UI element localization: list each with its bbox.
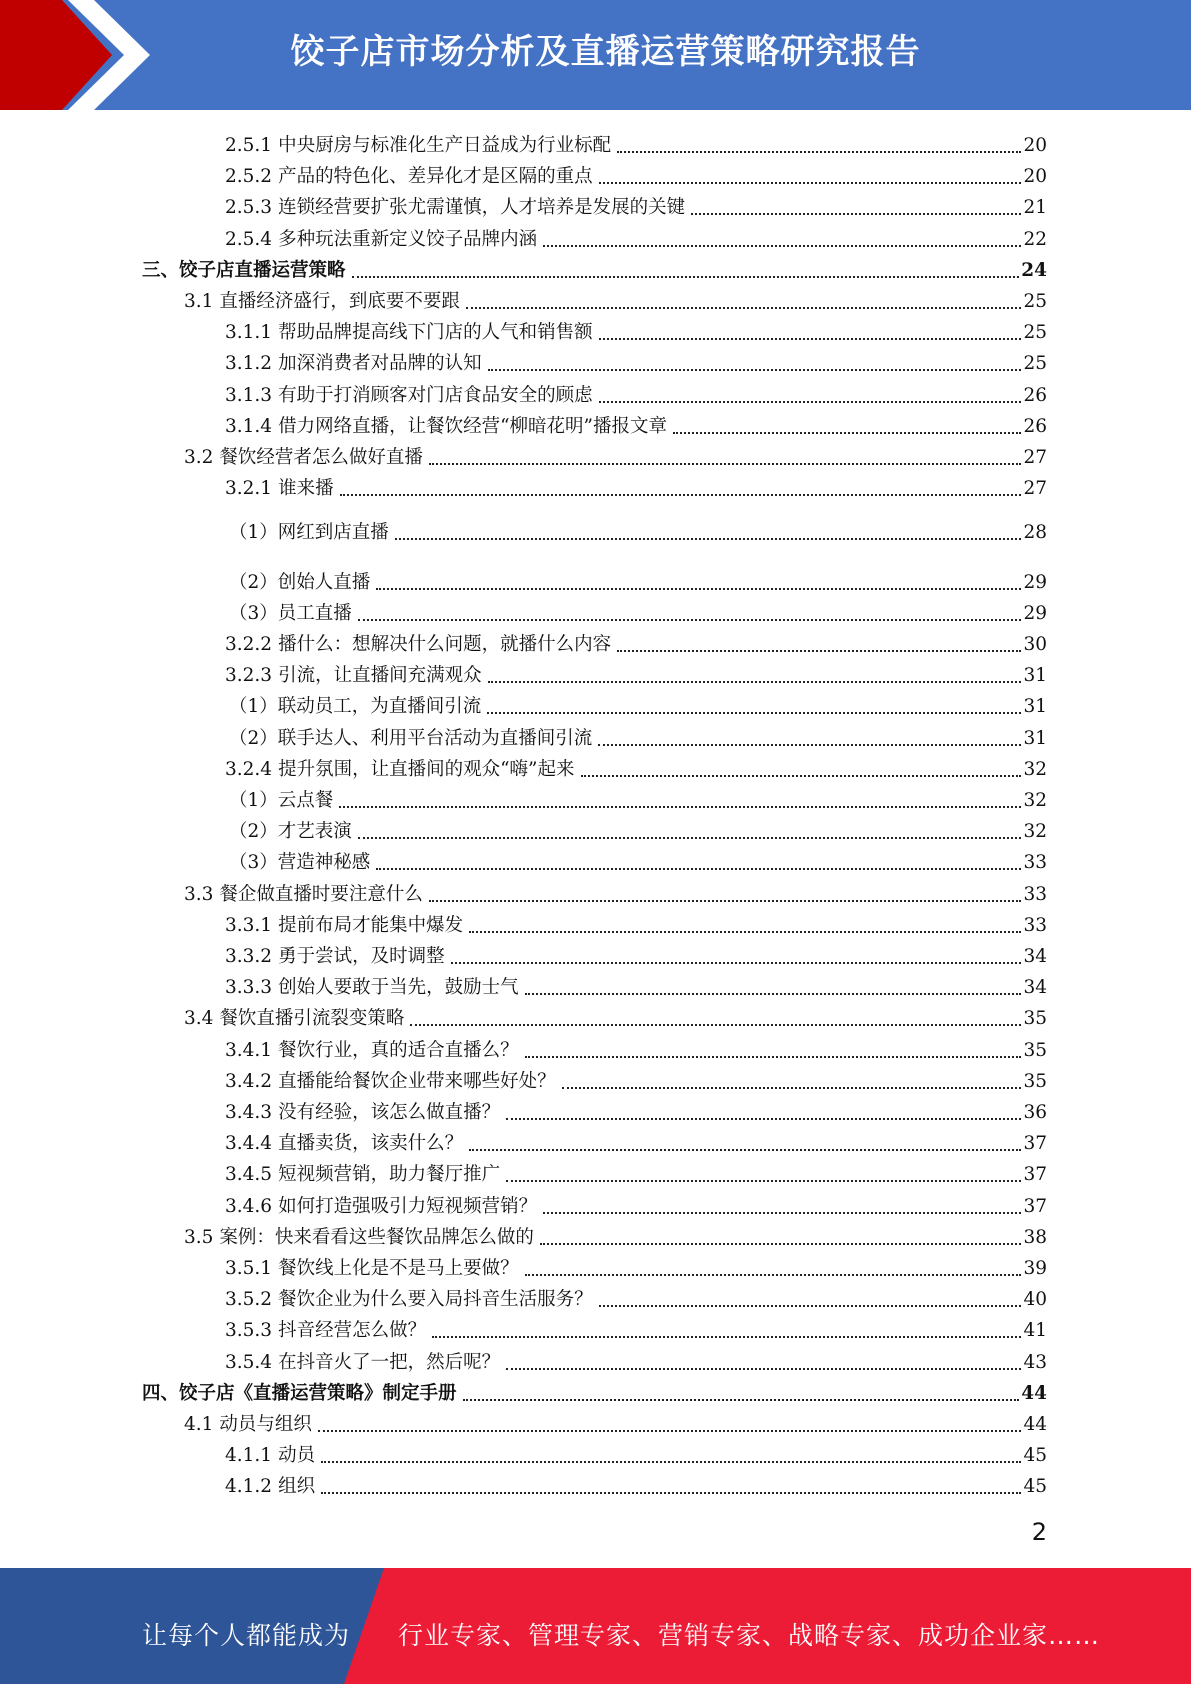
toc-entry-page: 35 bbox=[1023, 1008, 1047, 1030]
toc-entry-number: 3.4.4 bbox=[225, 1133, 273, 1155]
toc-dot-leader bbox=[506, 1180, 1021, 1182]
toc-entry-number: 4.1 bbox=[184, 1414, 214, 1435]
toc-dot-leader bbox=[469, 1149, 1021, 1151]
toc-entry[interactable] bbox=[225, 751, 1047, 782]
toc-entry-title: 帮助品牌提高线下门店的人气和销售额 bbox=[278, 322, 593, 344]
toc-entry-title: 有助于打消顾客对门店食品安全的顾虑 bbox=[278, 384, 593, 406]
toc-dot-leader bbox=[562, 1087, 1022, 1089]
toc-entry-title: 饺子店直播运营策略 bbox=[179, 259, 346, 281]
toc-entry[interactable] bbox=[225, 127, 1047, 158]
toc-entry-page: 45 bbox=[1023, 1445, 1047, 1467]
toc-dot-leader bbox=[376, 588, 1021, 590]
toc-entry-title: 餐饮企业为什么要入局抖音生活服务？ bbox=[278, 1289, 593, 1311]
toc-entry-page: 25 bbox=[1023, 291, 1047, 312]
toc-entry[interactable] bbox=[229, 564, 1047, 595]
toc-entry-title: 播什么：想解决什么问题，就播什么内容 bbox=[278, 634, 612, 655]
toc-entry-number: （3） bbox=[229, 602, 278, 624]
toc-entry-title: 勇于尝试，及时调整 bbox=[278, 946, 445, 967]
toc-dot-leader bbox=[617, 151, 1021, 153]
toc-entry-page: 39 bbox=[1023, 1258, 1047, 1279]
toc-entry-title: 饺子店《直播运营策略》制定手册 bbox=[179, 1382, 457, 1404]
toc-entry[interactable] bbox=[225, 907, 1047, 938]
toc-entry-title: 营造神秘感 bbox=[277, 852, 371, 874]
toc-entry[interactable] bbox=[184, 439, 1047, 470]
toc-dot-leader bbox=[469, 931, 1021, 933]
toc-entry-number: 3.5.1 bbox=[225, 1258, 273, 1279]
toc-entry-page: 34 bbox=[1023, 977, 1047, 999]
toc-dot-leader bbox=[340, 494, 1022, 496]
toc-dot-leader bbox=[451, 962, 1022, 964]
toc-entry-title: 动员 bbox=[278, 1445, 316, 1467]
toc-entry[interactable] bbox=[225, 1188, 1047, 1219]
toc-dot-leader bbox=[543, 245, 1021, 247]
toc-entry-number: 4.1.1 bbox=[225, 1445, 273, 1467]
toc-entry-number: 3.4.5 bbox=[225, 1164, 273, 1186]
toc-entry-page: 33 bbox=[1023, 914, 1047, 936]
toc-dot-leader bbox=[506, 1118, 1021, 1120]
toc-dot-leader bbox=[540, 1243, 1022, 1245]
toc-entry-page: 33 bbox=[1023, 883, 1047, 905]
toc-entry-title: 短视频营销，助力餐厅推广 bbox=[278, 1164, 501, 1186]
toc-entry-number: 2.5.3 bbox=[225, 197, 273, 219]
toc-entry[interactable] bbox=[225, 470, 1047, 501]
toc-dot-leader bbox=[410, 1024, 1021, 1026]
toc-entry-page: 37 bbox=[1023, 1195, 1047, 1217]
toc-entry-number: 3.2.4 bbox=[225, 758, 273, 780]
toc-entry-number: 3.1.1 bbox=[225, 322, 273, 344]
toc-entry-page: 20 bbox=[1023, 135, 1047, 156]
toc-dot-leader bbox=[466, 307, 1022, 309]
toc-entry-title: 直播卖货，该卖什么？ bbox=[278, 1133, 464, 1155]
toc-entry-page: 36 bbox=[1023, 1102, 1047, 1123]
toc-entry[interactable] bbox=[142, 252, 1047, 283]
toc-dot-leader bbox=[673, 432, 1021, 434]
toc-entry-title: 加深消费者对品牌的认知 bbox=[278, 353, 482, 375]
toc-entry-title: 餐饮行业，真的适合直播么？ bbox=[278, 1039, 519, 1061]
toc-dot-leader bbox=[318, 1430, 1022, 1432]
toc-entry-number: 3.5.2 bbox=[225, 1289, 273, 1311]
toc-entry[interactable] bbox=[225, 657, 1047, 688]
toc-entry[interactable] bbox=[225, 1094, 1047, 1125]
toc-entry[interactable] bbox=[229, 844, 1047, 875]
toc-entry[interactable] bbox=[225, 1156, 1047, 1187]
toc-dot-leader bbox=[598, 744, 1021, 746]
toc-entry-title: 动员与组织 bbox=[219, 1414, 312, 1435]
toc-entry-title: 如何打造强吸引力短视频营销？ bbox=[278, 1195, 538, 1217]
toc-entry-title: 在抖音火了一把，然后呢？ bbox=[278, 1351, 501, 1373]
toc-entry-title: 提前布局才能集中爆发 bbox=[278, 914, 464, 936]
toc-entry[interactable] bbox=[225, 408, 1047, 439]
toc-entry-number: 3.4 bbox=[184, 1008, 214, 1030]
toc-entry[interactable] bbox=[225, 314, 1047, 345]
toc-dot-leader bbox=[488, 681, 1022, 683]
toc-entry-page: 24 bbox=[1021, 259, 1047, 281]
toc-entry-page: 43 bbox=[1023, 1351, 1047, 1373]
toc-entry-page: 33 bbox=[1023, 852, 1047, 874]
toc-entry-number: 四、 bbox=[142, 1382, 180, 1404]
toc-entry[interactable] bbox=[225, 626, 1047, 657]
toc-dot-leader bbox=[581, 775, 1022, 777]
toc-entry-number: 三、 bbox=[142, 259, 180, 281]
toc-dot-leader bbox=[321, 1461, 1021, 1463]
toc-entry-number: 3.1.4 bbox=[225, 415, 273, 437]
toc-entry[interactable] bbox=[229, 813, 1047, 844]
toc-entry-page: 27 bbox=[1023, 447, 1047, 468]
toc-entry-page: 32 bbox=[1023, 821, 1047, 843]
toc-entry[interactable] bbox=[184, 283, 1047, 314]
toc-entry-page: 35 bbox=[1023, 1039, 1047, 1061]
toc-entry-number: 3.5.3 bbox=[225, 1320, 273, 1342]
toc-entry-page: 34 bbox=[1023, 946, 1047, 967]
toc-entry-page: 32 bbox=[1023, 790, 1047, 811]
toc-dot-leader bbox=[525, 1056, 1022, 1058]
toc-entry-page: 37 bbox=[1023, 1133, 1047, 1155]
toc-entry-title: 创始人要敢于当先，鼓励士气 bbox=[278, 977, 519, 999]
toc-entry-title: 网红到店直播 bbox=[277, 522, 389, 544]
toc-entry-number: 3.4.2 bbox=[225, 1070, 273, 1092]
toc-entry-title: 餐饮直播引流裂变策略 bbox=[219, 1008, 405, 1030]
toc-dot-leader bbox=[525, 1274, 1022, 1276]
toc-entry-title: 谁来播 bbox=[278, 478, 334, 500]
toc-entry[interactable] bbox=[225, 1437, 1047, 1468]
document-title: 饺子店市场分析及直播运营策略研究报告 bbox=[290, 32, 921, 72]
toc-entry-title: 组织 bbox=[278, 1476, 316, 1498]
toc-dot-leader bbox=[599, 338, 1022, 340]
toc-entry-number: （2） bbox=[229, 821, 278, 843]
toc-entry[interactable] bbox=[225, 1125, 1047, 1156]
toc-dot-leader bbox=[432, 1336, 1021, 1338]
toc-entry[interactable] bbox=[225, 1312, 1047, 1343]
toc-entry-title: 直播经济盛行，到底要不要跟 bbox=[219, 291, 460, 312]
toc-entry[interactable] bbox=[225, 938, 1047, 969]
toc-entry-title: 产品的特色化、差异化才是区隔的重点 bbox=[278, 166, 593, 188]
toc-entry-number: 3.4.1 bbox=[225, 1039, 273, 1061]
toc-entry-page: 29 bbox=[1023, 571, 1047, 593]
toc-entry-number: （1） bbox=[229, 522, 278, 544]
toc-entry-number: 3.2.3 bbox=[225, 665, 273, 687]
toc-entry-page: 38 bbox=[1023, 1226, 1047, 1248]
toc-entry-number: 2.5.2 bbox=[225, 166, 273, 188]
toc-entry[interactable] bbox=[225, 1344, 1047, 1375]
toc-entry[interactable] bbox=[229, 595, 1047, 626]
toc-entry-page: 41 bbox=[1023, 1320, 1047, 1342]
toc-entry-title: 餐饮线上化是不是马上要做？ bbox=[278, 1258, 519, 1279]
toc-entry-page: 29 bbox=[1023, 602, 1047, 624]
toc-entry[interactable] bbox=[229, 514, 1047, 545]
toc-dot-leader bbox=[376, 868, 1021, 870]
toc-entry-page: 31 bbox=[1023, 696, 1047, 718]
toc-entry-page: 21 bbox=[1023, 197, 1047, 219]
toc-dot-leader bbox=[488, 369, 1022, 371]
toc-entry-title: 中央厨房与标准化生产日益成为行业标配 bbox=[278, 135, 612, 156]
toc-entry-title: 餐企做直播时要注意什么 bbox=[219, 883, 423, 905]
toc-entry[interactable] bbox=[225, 158, 1047, 189]
toc-dot-leader bbox=[506, 1368, 1021, 1370]
toc-entry-number: 3.3.1 bbox=[225, 914, 273, 936]
page-number: 2 bbox=[1031, 1518, 1047, 1546]
toc-entry[interactable] bbox=[225, 1250, 1047, 1281]
toc-entry[interactable] bbox=[225, 189, 1047, 220]
toc-entry-page: 26 bbox=[1023, 384, 1047, 406]
toc-entry-number: 3.1.3 bbox=[225, 384, 273, 406]
toc-entry-title: 多种玩法重新定义饺子品牌内涵 bbox=[278, 228, 538, 250]
toc-entry[interactable] bbox=[225, 377, 1047, 408]
toc-entry-page: 22 bbox=[1023, 228, 1047, 250]
toc-entry-title: 提升氛围，让直播间的观众“嗨”起来 bbox=[278, 758, 575, 780]
toc-entry-number: 3.3.2 bbox=[225, 946, 273, 967]
page-header bbox=[0, 0, 1191, 110]
toc-entry-title: 抖音经营怎么做？ bbox=[278, 1320, 427, 1342]
toc-entry-number: 3.2 bbox=[184, 447, 214, 468]
toc-dot-leader bbox=[599, 401, 1022, 403]
toc-entry[interactable] bbox=[142, 1375, 1047, 1406]
toc-entry-page: 37 bbox=[1023, 1164, 1047, 1186]
toc-entry-page: 35 bbox=[1023, 1070, 1047, 1092]
toc-entry-title: 餐饮经营者怎么做好直播 bbox=[219, 447, 423, 468]
toc-entry-page: 25 bbox=[1023, 322, 1047, 344]
toc-entry-title: 案例：快来看看这些餐饮品牌怎么做的 bbox=[219, 1226, 534, 1248]
toc-entry[interactable] bbox=[229, 688, 1047, 719]
toc-dot-leader bbox=[691, 213, 1021, 215]
toc-entry-number: 3.2.2 bbox=[225, 634, 273, 655]
toc-entry-number: 3.5 bbox=[184, 1226, 214, 1248]
toc-entry[interactable] bbox=[225, 969, 1047, 1000]
toc-entry-title: 借力网络直播，让餐饮经营“柳暗花明”播报文章 bbox=[278, 415, 667, 437]
toc-entry[interactable] bbox=[184, 1219, 1047, 1250]
toc-entry[interactable] bbox=[225, 1063, 1047, 1094]
toc-entry-page: 26 bbox=[1023, 415, 1047, 437]
toc-entry-title: 员工直播 bbox=[277, 602, 352, 624]
toc-dot-leader bbox=[487, 712, 1021, 714]
toc-entry-page: 32 bbox=[1023, 758, 1047, 780]
toc-entry-page: 31 bbox=[1023, 665, 1047, 687]
toc-entry-number: （3） bbox=[229, 852, 278, 874]
toc-entry-number: 3.4.3 bbox=[225, 1102, 273, 1123]
toc-entry-page: 30 bbox=[1023, 634, 1047, 655]
toc-dot-leader bbox=[525, 993, 1022, 995]
toc-entry[interactable] bbox=[229, 782, 1047, 813]
toc-entry[interactable] bbox=[184, 1406, 1047, 1437]
toc-entry-page: 44 bbox=[1021, 1382, 1047, 1404]
toc-entry-page: 44 bbox=[1023, 1414, 1047, 1435]
toc-entry[interactable] bbox=[184, 1000, 1047, 1031]
toc-entry-title: 云点餐 bbox=[277, 790, 334, 811]
toc-entry-number: 2.5.4 bbox=[225, 228, 273, 250]
toc-entry-number: 3.4.6 bbox=[225, 1195, 273, 1217]
toc-dot-leader bbox=[352, 276, 1020, 278]
footer-slogan-left: 让每个人都能成为 bbox=[142, 1621, 351, 1650]
toc-entry-number: （2） bbox=[229, 727, 278, 749]
toc-entry-title: 创始人直播 bbox=[277, 571, 371, 593]
toc-entry-title: 连锁经营要扩张尤需谨慎，人才培养是发展的关键 bbox=[278, 197, 686, 219]
toc-entry-number: （1） bbox=[229, 696, 278, 718]
toc-entry-title: 联动员工，为直播间引流 bbox=[277, 696, 482, 718]
toc-dot-leader bbox=[429, 463, 1022, 465]
toc-dot-leader bbox=[429, 900, 1022, 902]
toc-entry-number: 3.1 bbox=[184, 291, 214, 312]
toc-entry[interactable] bbox=[225, 1032, 1047, 1063]
toc-entry-title: 引流，让直播间充满观众 bbox=[278, 665, 482, 687]
toc-entry[interactable] bbox=[225, 345, 1047, 376]
toc-entry-number: 4.1.2 bbox=[225, 1476, 273, 1498]
toc-dot-leader bbox=[599, 182, 1022, 184]
footer-slogan-right: 行业专家、管理专家、营销专家、战略专家、成功企业家…… bbox=[398, 1621, 1101, 1650]
toc-dot-leader bbox=[395, 538, 1022, 540]
toc-dot-leader bbox=[358, 837, 1022, 839]
toc-entry-page: 31 bbox=[1023, 727, 1047, 749]
toc-entry[interactable] bbox=[229, 720, 1047, 751]
toc-entry[interactable] bbox=[225, 1468, 1047, 1499]
toc-entry-number: 3.5.4 bbox=[225, 1351, 273, 1373]
toc-entry-number: （2） bbox=[229, 571, 278, 593]
toc-entry[interactable] bbox=[225, 1281, 1047, 1312]
toc-entry-page: 25 bbox=[1023, 353, 1047, 375]
toc-entry-page: 27 bbox=[1023, 478, 1047, 500]
toc-dot-leader bbox=[543, 1212, 1021, 1214]
toc-entry-number: 3.3.3 bbox=[225, 977, 273, 999]
toc-entry-page: 40 bbox=[1023, 1289, 1047, 1311]
toc-entry-number: 3.1.2 bbox=[225, 353, 273, 375]
toc-dot-leader bbox=[617, 650, 1021, 652]
toc-entry-title: 没有经验，该怎么做直播？ bbox=[278, 1102, 501, 1123]
toc-entry-title: 直播能给餐饮企业带来哪些好处？ bbox=[278, 1070, 556, 1092]
toc-entry-number: 3.2.1 bbox=[225, 478, 273, 500]
toc-entry-number: 2.5.1 bbox=[225, 135, 273, 156]
toc-entry-number: （1） bbox=[229, 790, 278, 811]
toc-entry-title: 联手达人、利用平台活动为直播间引流 bbox=[277, 727, 593, 749]
toc-entry-page: 20 bbox=[1023, 166, 1047, 188]
toc-entry-title: 才艺表演 bbox=[277, 821, 352, 843]
toc-dot-leader bbox=[463, 1399, 1020, 1401]
toc-entry-number: 3.3 bbox=[184, 883, 214, 905]
toc-entry-page: 45 bbox=[1023, 1476, 1047, 1498]
toc-entry[interactable] bbox=[184, 876, 1047, 907]
toc-dot-leader bbox=[599, 1305, 1022, 1307]
toc-entry[interactable] bbox=[225, 221, 1047, 252]
toc-dot-leader bbox=[358, 619, 1022, 621]
toc-dot-leader bbox=[321, 1492, 1021, 1494]
toc-dot-leader bbox=[339, 806, 1021, 808]
toc-entry-page: 28 bbox=[1023, 522, 1047, 544]
